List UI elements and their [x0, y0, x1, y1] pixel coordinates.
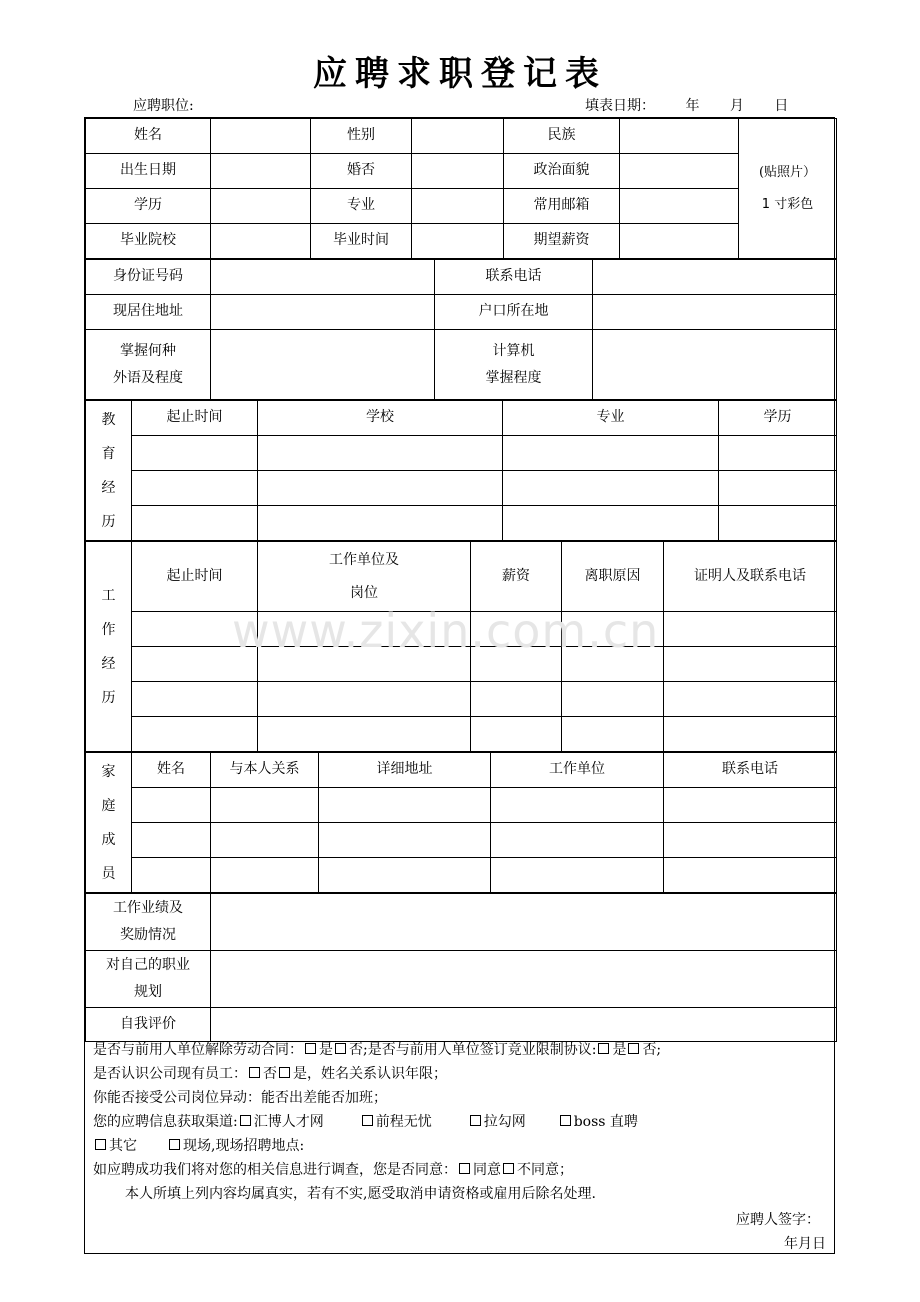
family-side-char: 成 — [101, 831, 116, 848]
field-computer[interactable] — [593, 330, 837, 400]
label-language — [86, 330, 211, 400]
family-cell[interactable] — [319, 823, 491, 858]
note-transfer: 你能否接受公司岗位异动：能否出差能否加班； — [93, 1090, 387, 1106]
education-side-label — [86, 401, 132, 541]
option-yes: 是 — [612, 1042, 627, 1058]
work-side-label — [86, 542, 132, 752]
label-id-no: 身份证号码 — [86, 260, 211, 295]
work-cell[interactable] — [258, 717, 471, 752]
label-career-plan — [86, 951, 211, 1008]
date-label: 填表日期： — [585, 98, 655, 114]
summary-table — [85, 893, 837, 1042]
work-cell[interactable] — [664, 612, 837, 647]
channel-option: 现场,现场招聘地点: — [183, 1138, 305, 1154]
option-no: 否 — [263, 1066, 277, 1082]
field-salary[interactable] — [620, 224, 739, 259]
family-header-phone: 联系电话 — [664, 753, 837, 788]
edu-cell[interactable] — [132, 436, 258, 471]
work-cell[interactable] — [258, 682, 471, 717]
family-header-name: 姓名 — [132, 753, 211, 788]
year-label: 年 — [685, 98, 700, 114]
work-header-company — [258, 542, 471, 612]
work-cell[interactable] — [132, 647, 258, 682]
label-birth: 出生日期 — [86, 154, 211, 189]
registration-form — [84, 117, 835, 1254]
note-contract — [93, 1039, 661, 1059]
family-side-char: 庭 — [101, 797, 116, 814]
checkbox[interactable] — [240, 1115, 251, 1126]
field-phone[interactable] — [593, 260, 837, 295]
field-name[interactable] — [211, 119, 311, 154]
label-major: 专业 — [311, 189, 412, 224]
field-email[interactable] — [620, 189, 739, 224]
family-cell[interactable] — [132, 823, 211, 858]
edu-cell[interactable] — [719, 506, 837, 541]
field-major[interactable] — [412, 189, 504, 224]
family-cell[interactable] — [664, 823, 837, 858]
edu-cell[interactable] — [719, 436, 837, 471]
field-hukou[interactable] — [593, 295, 837, 330]
family-table — [85, 752, 837, 893]
work-cell[interactable] — [562, 612, 664, 647]
channel-option: 汇博人才网 — [253, 1114, 324, 1130]
work-cell[interactable] — [664, 717, 837, 752]
family-cell[interactable] — [491, 823, 664, 858]
label-hukou: 户口所在地 — [435, 295, 593, 330]
edu-cell[interactable] — [719, 471, 837, 506]
work-cell[interactable] — [132, 682, 258, 717]
family-cell[interactable] — [211, 823, 319, 858]
education-table — [85, 400, 837, 541]
label-computer-1: 计算机 — [492, 342, 535, 359]
label-ethnicity: 民族 — [504, 119, 620, 154]
option-agree: 同意 — [473, 1162, 501, 1178]
work-header-reason: 离职原因 — [562, 542, 664, 612]
family-header-address: 详细地址 — [319, 753, 491, 788]
label-language-1: 掌握何种 — [120, 342, 176, 359]
work-cell[interactable] — [664, 647, 837, 682]
edu-cell[interactable] — [503, 436, 719, 471]
family-side-char: 员 — [101, 865, 116, 882]
edu-header-degree: 学历 — [719, 401, 837, 436]
field-grad-time[interactable] — [412, 224, 504, 259]
checkbox[interactable] — [335, 1043, 346, 1054]
family-cell[interactable] — [664, 788, 837, 823]
checkbox[interactable] — [362, 1115, 373, 1126]
field-gender[interactable] — [412, 119, 504, 154]
label-grad-time: 毕业时间 — [311, 224, 412, 259]
field-career-plan[interactable] — [211, 951, 837, 1008]
photo-box[interactable] — [739, 119, 837, 259]
photo-hint: (贴照片） — [758, 165, 817, 181]
label-political: 政治面貌 — [504, 154, 620, 189]
checkbox[interactable] — [249, 1067, 260, 1078]
fill-date-label — [585, 95, 788, 115]
label-self-evaluation: 自我评价 — [86, 1008, 211, 1042]
edu-header-school: 学校 — [258, 401, 503, 436]
family-cell[interactable] — [132, 858, 211, 893]
option-yes-detail: 是，姓名关系认识年限； — [293, 1066, 447, 1082]
label-phone: 联系电话 — [435, 260, 593, 295]
note-background-text: 如应聘成功我们将对您的相关信息进行调查，您是否同意： — [93, 1162, 457, 1178]
option-yes: 是 — [319, 1042, 333, 1058]
family-cell[interactable] — [319, 788, 491, 823]
work-header-salary: 薪资 — [471, 542, 562, 612]
label-address: 现居住地址 — [86, 295, 211, 330]
channel-option: boss 直聘 — [573, 1114, 638, 1130]
checkbox[interactable] — [503, 1163, 514, 1174]
family-cell[interactable] — [491, 858, 664, 893]
form-title: 应聘求职登记表 — [313, 54, 607, 94]
work-cell[interactable] — [562, 717, 664, 752]
position-label: 应聘职位: — [133, 98, 194, 114]
work-header-company-2: 岗位 — [350, 584, 378, 601]
work-cell[interactable] — [471, 717, 562, 752]
note-contract-text: 是否与前用人单位解除劳动合同： — [93, 1042, 303, 1058]
work-cell[interactable] — [562, 682, 664, 717]
work-cell[interactable] — [132, 612, 258, 647]
work-cell[interactable] — [132, 717, 258, 752]
label-marital: 婚否 — [311, 154, 412, 189]
label-salary: 期望薪资 — [504, 224, 620, 259]
field-performance[interactable] — [211, 894, 837, 951]
option-no: 否; — [642, 1042, 662, 1058]
checkbox[interactable] — [279, 1067, 290, 1078]
label-gender: 性别 — [311, 119, 412, 154]
note-channel — [93, 1111, 638, 1131]
label-career-plan-2: 规划 — [134, 984, 162, 1000]
family-cell[interactable] — [211, 788, 319, 823]
label-school: 毕业院校 — [86, 224, 211, 259]
work-header-period: 起止时间 — [132, 542, 258, 612]
family-header-relation: 与本人关系 — [211, 753, 319, 788]
family-cell[interactable] — [664, 858, 837, 893]
work-cell[interactable] — [258, 647, 471, 682]
field-birth[interactable] — [211, 154, 311, 189]
label-name: 姓名 — [86, 119, 211, 154]
signature-date: 年月日 — [784, 1236, 826, 1252]
label-language-2: 外语及程度 — [113, 369, 183, 386]
family-side-char: 家 — [101, 763, 116, 780]
label-career-plan-1: 对自己的职业 — [106, 957, 190, 973]
edu-cell[interactable] — [258, 436, 503, 471]
family-cell[interactable] — [319, 858, 491, 893]
work-cell[interactable] — [471, 647, 562, 682]
field-language[interactable] — [211, 330, 435, 400]
signature-label: 应聘人签字： — [736, 1212, 820, 1228]
field-address[interactable] — [211, 295, 435, 330]
edu-header-period: 起止时间 — [132, 401, 258, 436]
note-background-check — [93, 1159, 573, 1179]
option-disagree: 不同意； — [517, 1162, 573, 1178]
field-political[interactable] — [620, 154, 739, 189]
note-noncompete-text: ;是否与前用人单位签订竞业限制协议: — [363, 1042, 597, 1058]
work-cell[interactable] — [471, 682, 562, 717]
declarations — [85, 1035, 834, 1253]
label-performance — [86, 894, 211, 951]
month-label: 月 — [729, 98, 744, 114]
checkbox[interactable] — [470, 1115, 481, 1126]
work-cell[interactable] — [471, 612, 562, 647]
checkbox[interactable] — [95, 1139, 106, 1150]
work-cell[interactable] — [664, 682, 837, 717]
work-header-reference: 证明人及联系电话 — [664, 542, 837, 612]
photo-size: 1 寸彩色 — [761, 196, 814, 212]
label-email: 常用邮箱 — [504, 189, 620, 224]
checkbox[interactable] — [305, 1043, 316, 1054]
work-side-char: 工 — [101, 587, 116, 604]
checkbox[interactable] — [459, 1163, 470, 1174]
edu-side-char: 历 — [101, 513, 116, 530]
field-school[interactable] — [211, 224, 311, 259]
watermark: www.zixin.com.cn — [232, 604, 660, 658]
note-employee — [93, 1063, 447, 1083]
field-ethnicity[interactable] — [620, 119, 739, 154]
edu-cell[interactable] — [503, 471, 719, 506]
label-education: 学历 — [86, 189, 211, 224]
work-side-char: 作 — [101, 621, 116, 638]
work-header-company-1: 工作单位及 — [329, 551, 399, 568]
checkbox[interactable] — [598, 1043, 609, 1054]
family-cell[interactable] — [211, 858, 319, 893]
field-education[interactable] — [211, 189, 311, 224]
label-computer — [435, 330, 593, 400]
family-header-employer: 工作单位 — [491, 753, 664, 788]
edu-side-char: 育 — [101, 445, 116, 462]
note-channel-other — [93, 1135, 304, 1155]
family-cell[interactable] — [132, 788, 211, 823]
note-employee-text: 是否认识公司现有员工： — [93, 1066, 247, 1082]
personal-info-table — [85, 118, 837, 259]
edu-side-char: 教 — [101, 411, 116, 428]
channel-option: 其它 — [109, 1138, 137, 1154]
edu-cell[interactable] — [258, 471, 503, 506]
channel-option: 前程无忧 — [375, 1114, 432, 1130]
label-computer-2: 掌握程度 — [485, 369, 542, 386]
family-side-label — [86, 753, 132, 893]
field-id-no[interactable] — [211, 260, 435, 295]
work-side-char: 经 — [101, 655, 116, 672]
label-performance-2: 奖励情况 — [120, 927, 176, 943]
edu-side-char: 经 — [101, 479, 116, 496]
edu-cell[interactable] — [503, 506, 719, 541]
checkbox[interactable] — [560, 1115, 571, 1126]
family-cell[interactable] — [491, 788, 664, 823]
option-no: 否 — [349, 1042, 363, 1058]
edu-cell[interactable] — [132, 506, 258, 541]
edu-cell[interactable] — [132, 471, 258, 506]
work-cell[interactable] — [258, 612, 471, 647]
id-contact-table — [85, 259, 837, 400]
work-cell[interactable] — [562, 647, 664, 682]
note-channel-text: 您的应聘信息获取渠道: — [93, 1114, 238, 1130]
note-truthfulness: 本人所填上列内容均属真实，若有不实,愿受取消申请资格或雇用后除名处理. — [125, 1186, 596, 1202]
checkbox[interactable] — [628, 1043, 639, 1054]
edu-cell[interactable] — [258, 506, 503, 541]
checkbox[interactable] — [169, 1139, 180, 1150]
field-marital[interactable] — [412, 154, 504, 189]
day-label: 日 — [774, 98, 789, 114]
channel-option: 拉勾网 — [483, 1114, 526, 1130]
work-side-char: 历 — [101, 689, 116, 706]
label-performance-1: 工作业绩及 — [113, 900, 183, 916]
edu-header-major: 专业 — [503, 401, 719, 436]
work-table — [85, 541, 837, 752]
